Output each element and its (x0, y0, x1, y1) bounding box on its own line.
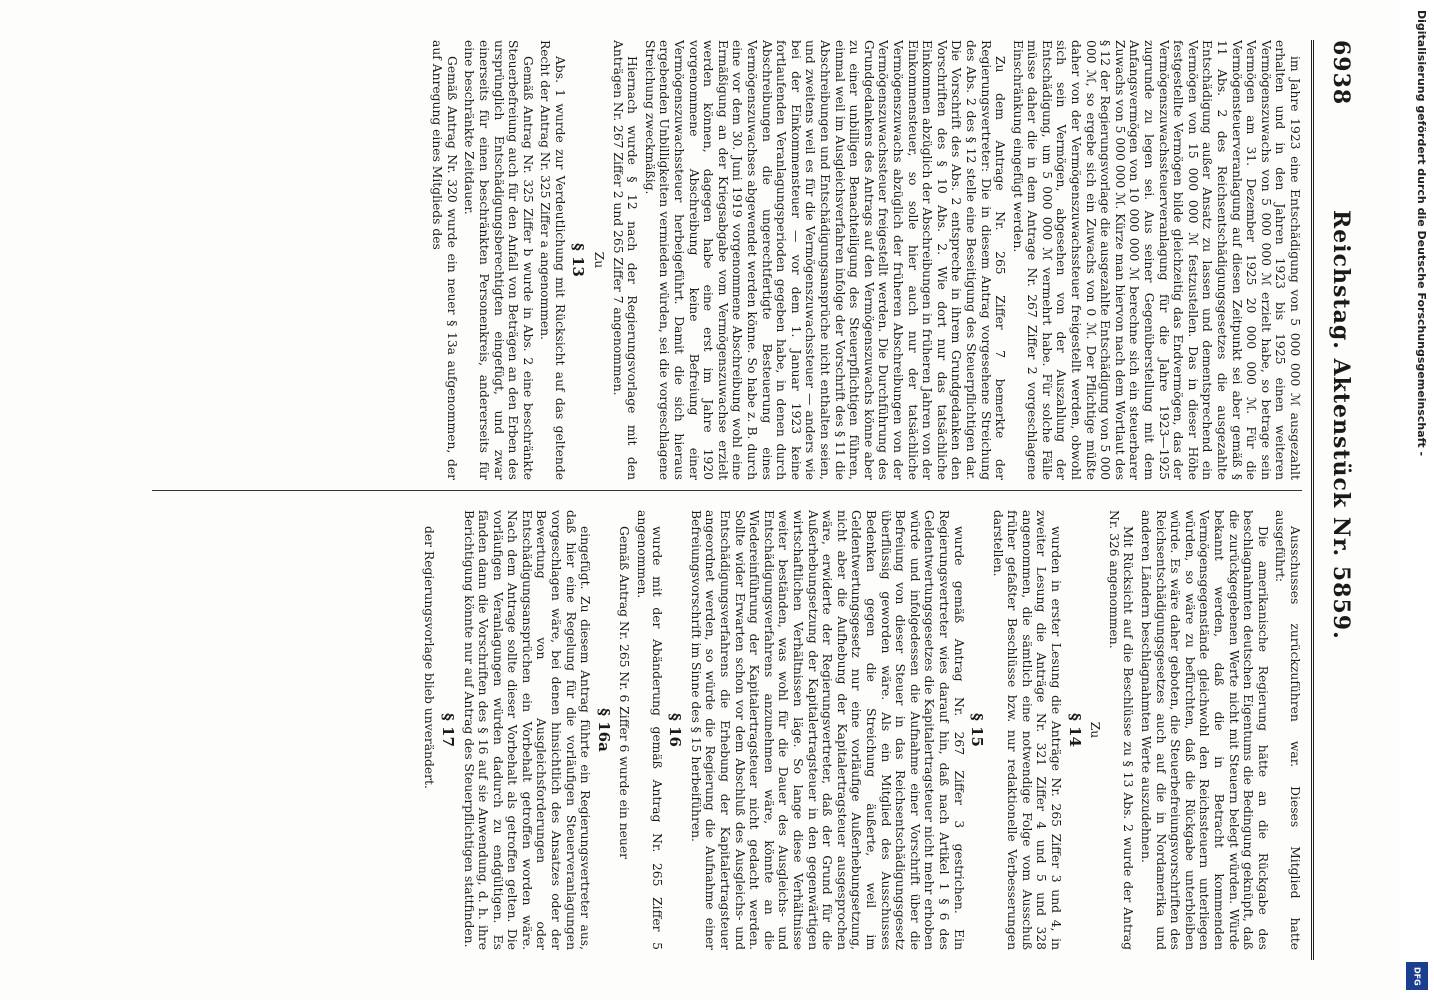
page-number: 6938 (1328, 40, 1354, 106)
paragraph: wurde mit der Abänderung gemäß Antrag Nr. 265 Ziffer 5 angenommen. (635, 510, 664, 950)
dfg-logo: DFG (1406, 962, 1428, 990)
paragraph: Hiernach wurde § 12 nach der Regierungsvorlage mit den Anträgen Nr. 267 Ziffer 2 und 265 Ziffer 7 angenommen. (610, 40, 640, 480)
paragraph: Mit Rücksicht auf die Beschlüsse zu § 13 Abs. 2 wurde der Antrag Nr. 326 angenommen. (1106, 510, 1136, 950)
paragraph: Zu dem Antrage Nr. 265 Ziffer 7 bemerkte der Regierungsvertreter: Die in diesem Antrag vorgesehene Streichung des Abs. 2 des § 12 stelle eine Beseitigung des Steuerpflichtigen dar. Die Vorschrift des Abs. 2 entspreche in ihrem Grundgedanken den Vorschriften des § 10 Abs. 2. Wie dort nur das tatsächliche Einkommen abzüglich der Abschreibungen in früheren Jahren von der Einkommensteuer, so solle hier auch nur der tatsächliche Vermögenszuwachs abzüglich der früheren Abschreibungen von der Vermögenszuwachssteuer freigestellt werden. Die Durchführung des Grundgedankens des Antrags auf den Vermögenszuwachs könne aber zu einer unbilligen Benachteiligung des Steuerpflichtigen führen, einmal weil im Ausgleichsverfahren infolge der Vorschrift des § 11 die Abschreibungen und Entschädigungsansprüche nicht enthalten seien, und zweitens weil es für die Vermögenszuwachssteuer — anders wie bei der Einkommensteuer — vor dem 1. Januar 1923 keine fortlaufenden Veranlagungsperioden gegeben habe, in denen durch Abschreibungen die ungerechtfertigte Besteuerung eines Vermögenszuwachses abgewendet werden könne. So habe z. B. durch eine vor dem 30. Juni 1919 vorgenommene Abschreibung wohl eine Ermäßigung an der Kriegsabgabe vom Vermögenszuwachse erzielt werden können, dagegen habe eine erst im Jahre 1920 vorgenommene Abschreibung keine Befreiung einer Vermögenszuwachssteuer herbeigeführt. Damit die sich hieraus ergebenden Unbilligkeiten vermieden würden, sei die vorgeschlagene Streichung zweckmäßig. (642, 40, 1008, 480)
right-column (152, 510, 1302, 950)
zu-label: Zu (1088, 721, 1103, 739)
section-heading-17: § 17 (438, 713, 457, 747)
paragraph: Gemäß Antrag Nr. 325 Ziffer b wurde in Abs. 2 eine beschränkte Steuerbefreiung auch für den Anfall von Beträgen an den Erben des ursprünglich Entschädigungsberechtigten eingefügt, und zwar einerseits für einen beschränkten Personenkreis, andererseits für eine beschränkte Zeitdauer. (462, 40, 535, 480)
paragraph: eingefügt. Zu diesem Antrag führte ein Regierungsvertreter aus, daß hier eine Regelung für die vorläufigen Steuerveranlagungen vorgeschlagen wäre, bei denen hinsichtlich des Ansatzes oder der Bewertung von Ausgleichsforderungen oder Entschädigungsansprüchen ein Vorbehalt getroffen worden wäre. Nach dem Antrage sollte dieser Vorbehalt als getroffen gelten. Die vorläufigen Veranlagungen würden dadurch zu endgültigen. Es fänden dann die Vorschriften des § 16 auf sie Anwendung, d. h. ihre Berichtigung könnte nur auf Antrag des Steuerpflichtigen stattfinden. (461, 510, 593, 950)
paragraph: wurden in erster Lesung die Anträge Nr. 265 Ziffer 3 und 4, in zweiter Lesung die Anträge Nr. 321 Ziffer 4 und 5 und 328 angenommen, die sämtlich eine notwendige Folge vom Ausschuß früher gefaßter Beschlüsse bzw. nur redaktionelle Verbesserungen darstellen. (990, 510, 1064, 950)
page-title: Reichstag. Aktenstück Nr. 5859. (1328, 210, 1354, 640)
section-heading-13: § 13 (569, 243, 588, 277)
paragraph: Abs. 1 wurde zur Verdeutlichung mit Rücksicht auf das geltende Recht der Antrag Nr. 325 Ziffer a angenommen. (538, 40, 567, 480)
paragraph: Die amerikanische Regierung hätte an die Rückgabe des beschlagnahmten deutschen Eigentums die Bedingung geknüpft, daß die zurückgegebenen Werte nicht mit Steuern belegt würden. Würde bekannt werden, daß die in Betracht kommenden Vermögensgegenstände gleichwohl den Reichssteuern unterliegen würden, so wäre zu befürchten, daß die Rückgabe unterbleiben würde. Es wäre daher geboten, die Steuerbefreiungsvorschriften des Reichsentschädigungsgesetzes auch auf die in Nordamerika und anderen Ländern beschlagnahmten Werte auszudehnen. (1139, 510, 1270, 950)
section-heading-14: § 14 (1065, 713, 1084, 747)
paragraph: wurde gemäß Antrag Nr. 267 Ziffer 3 gestrichen. Ein Regierungsvertreter wies darauf hin, daß nach Artikel 1 § 6 des Geldentwertungsgesetzes die Kapitalertragsteuer nicht mehr erhoben würde und infolgedessen die Aufnahme einer Vorschrift über die Befreiung von dieser Steuer in das Reichsentschädigungsgesetz überflüssig geworden wäre. Als ein Mitglied des Ausschusses Bedenken gegen die Streichung äußerte, weil im Geldentwertungsgesetz nur eine vorläufige Außerhebungsetzung, nicht aber die Aufhebung der Kapitalertragsteuer ausgesprochen wäre, erwiderte der Regierungsvertreter, daß der Grund für die Außerhebungsetzung der Kapitalertragsteuer in den gegenwärtigen wirtschaftlichen Verhältnissen läge. So lange diese Verhältnisse weiter beständen, was wohl für die Dauer des Ausgleichs- und Entschädigungsverfahrens anzunehmen wäre, könnte an die Wiedereinführung der Kapitalertragsteuer nicht gedacht werden. Sollte wider Erwarten schon vor dem Abschluß des Ausgleichs- und Entschädigungsverfahrens die Erhebung der Kapitalertragsteuer angeordnet werden, so würde die Regierung die Aufnahme einer Befreiungsvorschrift im Sinne des § 15 herbeiführen. (688, 510, 966, 950)
paragraph: der Regierungsvorlage blieb unverändert. (422, 526, 437, 789)
section-heading-16a: § 16a (594, 708, 613, 752)
zu-label: Zu (592, 251, 607, 269)
paragraph: im Jahre 1923 eine Entschädigung von 5 000 000 ℳ ausgezahlt erhalten und in den Jahren 1923 bis 1925 einen weiteren Vermögenszuwachs von 5 000 000 ℳ erzielt habe, so betrage sein Vermögen am 31. Dezember 1925 20 000 000 ℳ. Für die Vermögensteuerveranlagung auf diesen Zeitpunkt sei aber gemäß § 11 Abs. 2 des Reichsentschädigungsgesetzes die ausgezahlte Entschädigung außer Ansatz zu lassen und dementsprechend ein Vermögen von 15 000 000 ℳ festzustellen. Das in dieser Höhe festgestellte Vermögen bilde gleichzeitig das Endvermögen, das der Vermögenszuwachssteuerveranlagung für die Jahre 1923—1925 zugrunde zu legen sei. Aus seiner Gegenüberstellung mit dem Anfangsvermögen von 10 000 000 ℳ berechne sich ein steuerbarer Zuwachs von 5 000 000 ℳ. Kürze man hiervon nach dem Wortlaut des § 12 der Regierungsvorlage die ausgezahlte Entschädigung von 5 000 000 ℳ, so ergebe sich ein Zuwachs von 0 ℳ. Der Pflichtige müßte daher von der Vermögenszuwachssteuer freigestellt werden, obwohl sich sein Vermögen, abgesehen von der Auszahlung der Entschädigung, um 5 000 000 ℳ vermehrt habe. Für solche Fälle müsse daher die in dem Antrage Nr. 267 Ziffer 2 vorgeschlagene Einschränkung eingefügt werden. (1010, 40, 1302, 480)
paragraph: Ausschusses zurückzuführen war. Dieses Mitglied hatte ausgeführt: (1273, 510, 1302, 950)
section-heading-15: § 15 (968, 713, 987, 747)
digitization-credit-strip (1402, 0, 1434, 1000)
column-divider (152, 490, 1302, 491)
paragraph: Gemäß Antrag Nr. 265 Nr. 6 Ziffer 6 wurde ein neuer (617, 526, 632, 859)
section-heading-16: § 16 (666, 713, 685, 747)
left-column (152, 40, 1302, 480)
digitization-credit: Digitalisierung gefördert durch die Deutsche Forschungsgemeinschaft - (1415, 10, 1428, 457)
paragraph: Gemäß Antrag Nr. 320 wurde ein neuer § 13a aufgenommen, der auf Anregung eines Mitglieds des (430, 40, 459, 480)
page-header (1311, 40, 1362, 960)
